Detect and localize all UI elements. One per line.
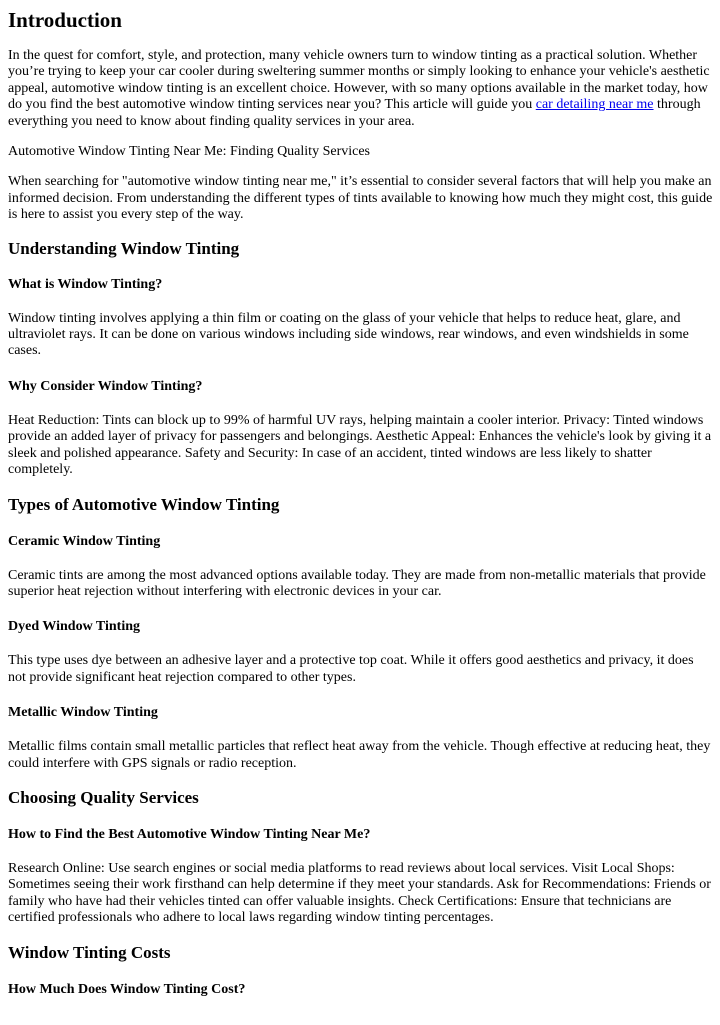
ceramic-text: Ceramic tints are among the most advanced options available today. They are made from non-metallic materials that provide superior heat rejection without interfering with electronic devices in your car.: [8, 567, 706, 599]
costs-heading: Window Tinting Costs: [8, 942, 171, 962]
metallic-heading: Metallic Window Tinting: [8, 705, 158, 721]
intro-subtitle: Automotive Window Tinting Near Me: Finding Quality Services: [8, 144, 370, 160]
car-detailing-link[interactable]: car detailing near me: [535, 97, 654, 113]
understanding-heading: Understanding Window Tinting: [8, 238, 240, 258]
why-consider-text: Heat Reduction: Tints can block up to 99% of harmful UV rays, helping maintain a cooler interior. Privacy: Tinted windows provide an added layer of privacy for passengers and belongings. Aesthetic Appeal: Enhances the vehicle's look by giving it a sleek and polished appearance. Safety and Security: In case of an accident, tinted windows are less likely to shatter completely.: [8, 412, 712, 478]
intro-heading: Introduction: [8, 8, 122, 32]
what-is-text: Window tinting involves applying a thin film or coating on the glass of your vehicle that helps to reduce heat, glare, and ultraviolet rays. It can be done on various windows including side windows, rear windows, and even windshields in some cases.: [8, 310, 689, 359]
types-heading: Types of Automotive Window Tinting: [8, 494, 280, 514]
metallic-text: Metallic films contain small metallic particles that reflect heat away from the vehicle. Though effective at reducing heat, they could interfere with GPS signals or radio reception.: [8, 739, 711, 771]
how-much-heading: How Much Does Window Tinting Cost?: [8, 981, 246, 997]
find-best-heading: How to Find the Best Automotive Window Tinting Near Me?: [8, 826, 371, 842]
intro-paragraph: [8, 48, 713, 130]
what-is-heading: What is Window Tinting?: [8, 276, 163, 292]
intro-paragraph-text-2: through everything you need to know about finding quality services in your area.: [8, 97, 701, 129]
intro-search-paragraph: When searching for "automotive window tinting near me," it’s essential to consider several factors that will help you make an informed decision. From understanding the different types of tints available to knowing how much they might cost, this guide is here to assist you every step of the way.: [8, 174, 713, 223]
find-best-text: Research Online: Use search engines or social media platforms to read reviews about local services. Visit Local Shops: Sometimes seeing their work firsthand can help determine if they meet your standards. Ask for Recommendations: Friends or family who have had their vehicles tinted can offer valuable insights. Check Certifications: Ensure that technicians are certified professionals who adhere to local laws regarding window tinting percentages.: [8, 860, 711, 926]
dyed-heading: Dyed Window Tinting: [8, 619, 141, 635]
dyed-text: This type uses dye between an adhesive layer and a protective top coat. While it offers good aesthetics and privacy, it does not provide significant heat rejection compared to other types.: [8, 653, 694, 685]
article: [0, 8, 720, 998]
intro-paragraph-text-1: In the quest for comfort, style, and protection, many vehicle owners turn to window tinting as a practical solution. Whether you’re trying to keep your car cooler during sweltering summer months or simply looking to enhance your vehicle's aesthetic appeal, automotive window tinting is an excellent choice. However, with so many options available in the market today, how do you find the best automotive window tinting services near you? This article will guide you: [8, 48, 710, 113]
ceramic-heading: Ceramic Window Tinting: [8, 533, 161, 549]
choosing-heading: Choosing Quality Services: [8, 787, 199, 807]
why-consider-heading: Why Consider Window Tinting?: [8, 378, 203, 394]
